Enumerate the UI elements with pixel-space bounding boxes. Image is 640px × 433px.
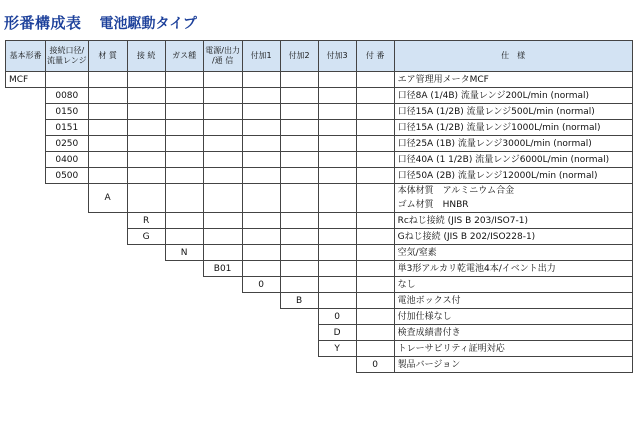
spec-line: 口径15A (1/2B) 流量レンジ1000L/min (normal) xyxy=(397,122,601,133)
empty-grid-cell xyxy=(356,245,394,261)
empty-cell xyxy=(127,309,165,325)
empty-grid-cell xyxy=(318,261,356,277)
code-cell: 0 xyxy=(318,309,356,325)
empty-grid-cell xyxy=(242,184,280,213)
spec-line: 口径15A (1/2B) 流量レンジ500L/min (normal) xyxy=(397,106,595,117)
empty-grid-cell xyxy=(280,277,318,293)
spec-line: ゴム材質 HNBR xyxy=(397,200,469,210)
empty-grid-cell xyxy=(127,184,165,213)
empty-cell xyxy=(280,357,318,373)
spec-line: 口径25A (1B) 流量レンジ3000L/min (normal) xyxy=(397,138,592,149)
empty-grid-cell xyxy=(127,136,165,152)
empty-grid-cell xyxy=(242,168,280,184)
code-cell: B01 xyxy=(203,261,242,277)
code-cell: 0 xyxy=(242,277,280,293)
header-option-1: 付加1 xyxy=(242,41,280,72)
empty-cell xyxy=(242,325,280,341)
code-cell: B xyxy=(280,293,318,309)
empty-grid-cell xyxy=(242,229,280,245)
spec-line: 口径8A (1/4B) 流量レンジ200L/min (normal) xyxy=(397,90,590,101)
code-cell: 0080 xyxy=(46,88,89,104)
code-cell: R xyxy=(127,213,165,229)
header-option-2: 付加2 xyxy=(280,41,318,72)
empty-cell xyxy=(6,229,46,245)
empty-cell xyxy=(242,357,280,373)
empty-cell xyxy=(46,357,89,373)
empty-grid-cell xyxy=(356,120,394,136)
empty-cell xyxy=(165,325,203,341)
empty-grid-cell xyxy=(203,136,242,152)
empty-cell xyxy=(88,245,127,261)
code-cell: Y xyxy=(318,341,356,357)
empty-grid-cell xyxy=(318,88,356,104)
empty-grid-cell xyxy=(127,152,165,168)
empty-grid-cell xyxy=(356,88,394,104)
empty-grid-cell xyxy=(356,261,394,277)
spec-cell xyxy=(394,261,632,277)
empty-cell xyxy=(88,293,127,309)
model-number-table xyxy=(5,40,633,373)
table-row xyxy=(6,152,633,168)
empty-grid-cell xyxy=(356,104,394,120)
code-cell: A xyxy=(88,184,127,213)
empty-grid-cell xyxy=(318,104,356,120)
empty-grid-cell xyxy=(280,168,318,184)
code-cell: MCF xyxy=(6,72,46,88)
empty-cell xyxy=(165,277,203,293)
empty-cell xyxy=(165,357,203,373)
spec-cell xyxy=(394,325,632,341)
empty-grid-cell xyxy=(280,88,318,104)
empty-grid-cell xyxy=(165,136,203,152)
empty-cell xyxy=(6,104,46,120)
empty-cell xyxy=(203,309,242,325)
empty-cell xyxy=(88,261,127,277)
table-row xyxy=(6,184,633,213)
empty-grid-cell xyxy=(203,184,242,213)
empty-cell xyxy=(127,341,165,357)
page-title: 形番構成表 xyxy=(4,14,82,32)
empty-grid-cell xyxy=(88,120,127,136)
spec-line: 空気/窒素 xyxy=(397,247,437,258)
table-row xyxy=(6,341,633,357)
empty-grid-cell xyxy=(280,72,318,88)
spec-cell xyxy=(394,104,632,120)
spec-cell xyxy=(394,245,632,261)
empty-grid-cell xyxy=(242,213,280,229)
empty-cell xyxy=(6,213,46,229)
empty-grid-cell xyxy=(203,120,242,136)
empty-cell xyxy=(88,229,127,245)
empty-grid-cell xyxy=(318,277,356,293)
empty-grid-cell xyxy=(165,104,203,120)
spec-cell xyxy=(394,120,632,136)
empty-grid-cell xyxy=(280,152,318,168)
empty-grid-cell xyxy=(165,72,203,88)
empty-cell xyxy=(280,341,318,357)
empty-grid-cell xyxy=(318,136,356,152)
empty-grid-cell xyxy=(356,168,394,184)
spec-line: 検査成績書付き xyxy=(397,327,461,338)
table-row xyxy=(6,229,633,245)
spec-cell xyxy=(394,168,632,184)
header-gas-type: ガス種 xyxy=(165,41,203,72)
empty-grid-cell xyxy=(242,120,280,136)
spec-cell xyxy=(394,213,632,229)
empty-grid-cell xyxy=(356,136,394,152)
empty-grid-cell xyxy=(318,72,356,88)
header-suffix: 付 番 xyxy=(356,41,394,72)
empty-cell xyxy=(242,309,280,325)
empty-grid-cell xyxy=(165,168,203,184)
empty-grid-cell xyxy=(280,120,318,136)
empty-grid-cell xyxy=(280,136,318,152)
header-connection: 接 続 xyxy=(127,41,165,72)
spec-line: 口径40A (1 1/2B) 流量レンジ6000L/min (normal) xyxy=(397,154,610,165)
empty-grid-cell xyxy=(165,184,203,213)
spec-line: Rcねじ接続 (JIS B 203/ISO7-1) xyxy=(397,215,528,226)
table-row xyxy=(6,309,633,325)
empty-grid-cell xyxy=(280,261,318,277)
empty-grid-cell xyxy=(127,72,165,88)
empty-cell xyxy=(127,357,165,373)
empty-cell xyxy=(6,357,46,373)
empty-cell xyxy=(165,309,203,325)
empty-cell xyxy=(88,325,127,341)
empty-cell xyxy=(165,293,203,309)
empty-grid-cell xyxy=(242,72,280,88)
empty-cell xyxy=(6,184,46,213)
empty-grid-cell xyxy=(88,104,127,120)
spec-cell xyxy=(394,152,632,168)
empty-cell xyxy=(127,245,165,261)
empty-cell xyxy=(6,168,46,184)
empty-grid-cell xyxy=(88,168,127,184)
table-row xyxy=(6,261,633,277)
table-row xyxy=(6,213,633,229)
empty-cell xyxy=(165,341,203,357)
empty-cell xyxy=(6,325,46,341)
empty-grid-cell xyxy=(203,245,242,261)
empty-grid-cell xyxy=(356,72,394,88)
empty-cell xyxy=(127,277,165,293)
empty-grid-cell xyxy=(356,184,394,213)
spec-cell xyxy=(394,293,632,309)
empty-grid-cell xyxy=(356,229,394,245)
empty-grid-cell xyxy=(242,152,280,168)
empty-grid-cell xyxy=(280,229,318,245)
empty-cell xyxy=(6,309,46,325)
table-row xyxy=(6,104,633,120)
empty-grid-cell xyxy=(356,213,394,229)
empty-cell xyxy=(165,261,203,277)
empty-grid-cell xyxy=(318,120,356,136)
empty-grid-cell xyxy=(280,104,318,120)
empty-cell xyxy=(203,357,242,373)
empty-grid-cell xyxy=(242,261,280,277)
spec-cell xyxy=(394,229,632,245)
empty-cell xyxy=(127,261,165,277)
empty-cell xyxy=(203,277,242,293)
empty-grid-cell xyxy=(127,168,165,184)
empty-grid-cell xyxy=(280,213,318,229)
header-row xyxy=(6,41,633,72)
empty-grid-cell xyxy=(318,229,356,245)
empty-cell xyxy=(6,245,46,261)
empty-cell xyxy=(88,309,127,325)
table-row xyxy=(6,293,633,309)
empty-grid-cell xyxy=(242,88,280,104)
spec-cell xyxy=(394,184,632,213)
empty-cell xyxy=(6,293,46,309)
empty-cell xyxy=(46,309,89,325)
table-row xyxy=(6,120,633,136)
table-row xyxy=(6,357,633,373)
spec-cell xyxy=(394,72,632,88)
header-power-output-comm: 電源/出力 /通 信 xyxy=(203,41,242,72)
empty-cell xyxy=(203,325,242,341)
empty-cell xyxy=(46,293,89,309)
code-cell: N xyxy=(165,245,203,261)
empty-cell xyxy=(88,341,127,357)
empty-grid-cell xyxy=(165,120,203,136)
code-cell: 0250 xyxy=(46,136,89,152)
empty-cell xyxy=(280,309,318,325)
empty-cell xyxy=(6,136,46,152)
table-row xyxy=(6,88,633,104)
empty-grid-cell xyxy=(356,293,394,309)
empty-cell xyxy=(318,357,356,373)
empty-grid-cell xyxy=(165,88,203,104)
table-row xyxy=(6,72,633,88)
empty-grid-cell xyxy=(356,277,394,293)
empty-cell xyxy=(46,184,89,213)
empty-cell xyxy=(6,277,46,293)
header-material: 材 質 xyxy=(88,41,127,72)
empty-grid-cell xyxy=(203,213,242,229)
table-row xyxy=(6,136,633,152)
spec-line: 電池ボックス付 xyxy=(397,295,461,306)
empty-grid-cell xyxy=(356,152,394,168)
spec-line: Gねじ接続 (JIS B 202/ISO228-1) xyxy=(397,231,536,242)
spec-line: エア管理用メータMCF xyxy=(397,74,489,85)
code-cell: 0151 xyxy=(46,120,89,136)
header-specification: 仕 様 xyxy=(394,41,632,72)
page-subtitle: 電池駆動タイプ xyxy=(99,16,197,32)
table-row xyxy=(6,245,633,261)
empty-cell xyxy=(88,357,127,373)
empty-cell xyxy=(242,341,280,357)
empty-grid-cell xyxy=(318,184,356,213)
empty-grid-cell xyxy=(165,229,203,245)
table-row xyxy=(6,168,633,184)
empty-cell xyxy=(46,213,89,229)
empty-cell xyxy=(6,261,46,277)
empty-grid-cell xyxy=(242,245,280,261)
empty-grid-cell xyxy=(203,72,242,88)
empty-cell xyxy=(242,293,280,309)
empty-grid-cell xyxy=(203,229,242,245)
empty-grid-cell xyxy=(127,120,165,136)
empty-grid-cell xyxy=(88,88,127,104)
empty-grid-cell xyxy=(88,72,127,88)
spec-line: なし xyxy=(397,279,416,290)
empty-grid-cell xyxy=(318,152,356,168)
empty-cell xyxy=(46,261,89,277)
empty-grid-cell xyxy=(318,168,356,184)
spec-line: 製品バージョン xyxy=(397,359,461,370)
table-row xyxy=(6,277,633,293)
empty-grid-cell xyxy=(356,325,394,341)
empty-grid-cell xyxy=(203,152,242,168)
empty-cell xyxy=(46,277,89,293)
empty-cell xyxy=(46,245,89,261)
empty-grid-cell xyxy=(242,104,280,120)
empty-grid-cell xyxy=(318,293,356,309)
empty-cell xyxy=(203,293,242,309)
empty-grid-cell xyxy=(280,245,318,261)
title-row xyxy=(4,3,197,33)
spec-cell xyxy=(394,357,632,373)
empty-cell xyxy=(6,152,46,168)
empty-grid-cell xyxy=(203,104,242,120)
empty-grid-cell xyxy=(203,88,242,104)
empty-cell xyxy=(46,341,89,357)
empty-cell xyxy=(88,213,127,229)
empty-grid-cell xyxy=(127,104,165,120)
spec-cell xyxy=(394,309,632,325)
empty-cell xyxy=(46,325,89,341)
spec-cell xyxy=(394,277,632,293)
spec-line: 付加仕様なし xyxy=(397,311,452,322)
empty-grid-cell xyxy=(356,341,394,357)
empty-grid-cell xyxy=(88,152,127,168)
empty-grid-cell xyxy=(318,245,356,261)
empty-cell xyxy=(280,325,318,341)
empty-grid-cell xyxy=(165,213,203,229)
empty-grid-cell xyxy=(280,184,318,213)
spec-line: トレーサビリティ証明対応 xyxy=(397,343,505,354)
header-base-model: 基本形番 xyxy=(6,41,46,72)
empty-grid-cell xyxy=(127,88,165,104)
code-cell: D xyxy=(318,325,356,341)
spec-cell xyxy=(394,88,632,104)
spec-cell xyxy=(394,341,632,357)
empty-grid-cell xyxy=(165,152,203,168)
empty-grid-cell xyxy=(203,168,242,184)
empty-cell xyxy=(127,293,165,309)
empty-grid-cell xyxy=(318,213,356,229)
spec-line: 本体材質 アルミニウム合金 xyxy=(397,186,515,196)
empty-cell xyxy=(46,229,89,245)
empty-cell xyxy=(88,277,127,293)
header-port-size-flow-range: 接続口径/ 流量レンジ xyxy=(46,41,89,72)
empty-grid-cell xyxy=(46,72,89,88)
header-option-3: 付加3 xyxy=(318,41,356,72)
empty-cell xyxy=(6,341,46,357)
spec-line: 単3形アルカリ乾電池4本/イベント出力 xyxy=(397,263,556,274)
code-cell: 0400 xyxy=(46,152,89,168)
code-cell: 0 xyxy=(356,357,394,373)
code-cell: G xyxy=(127,229,165,245)
empty-grid-cell xyxy=(356,309,394,325)
code-cell: 0500 xyxy=(46,168,89,184)
empty-grid-cell xyxy=(242,136,280,152)
table-row xyxy=(6,325,633,341)
empty-cell xyxy=(6,120,46,136)
spec-cell xyxy=(394,136,632,152)
empty-cell xyxy=(6,88,46,104)
empty-cell xyxy=(127,325,165,341)
code-cell: 0150 xyxy=(46,104,89,120)
empty-cell xyxy=(203,341,242,357)
spec-line: 口径50A (2B) 流量レンジ12000L/min (normal) xyxy=(397,170,598,181)
empty-grid-cell xyxy=(88,136,127,152)
